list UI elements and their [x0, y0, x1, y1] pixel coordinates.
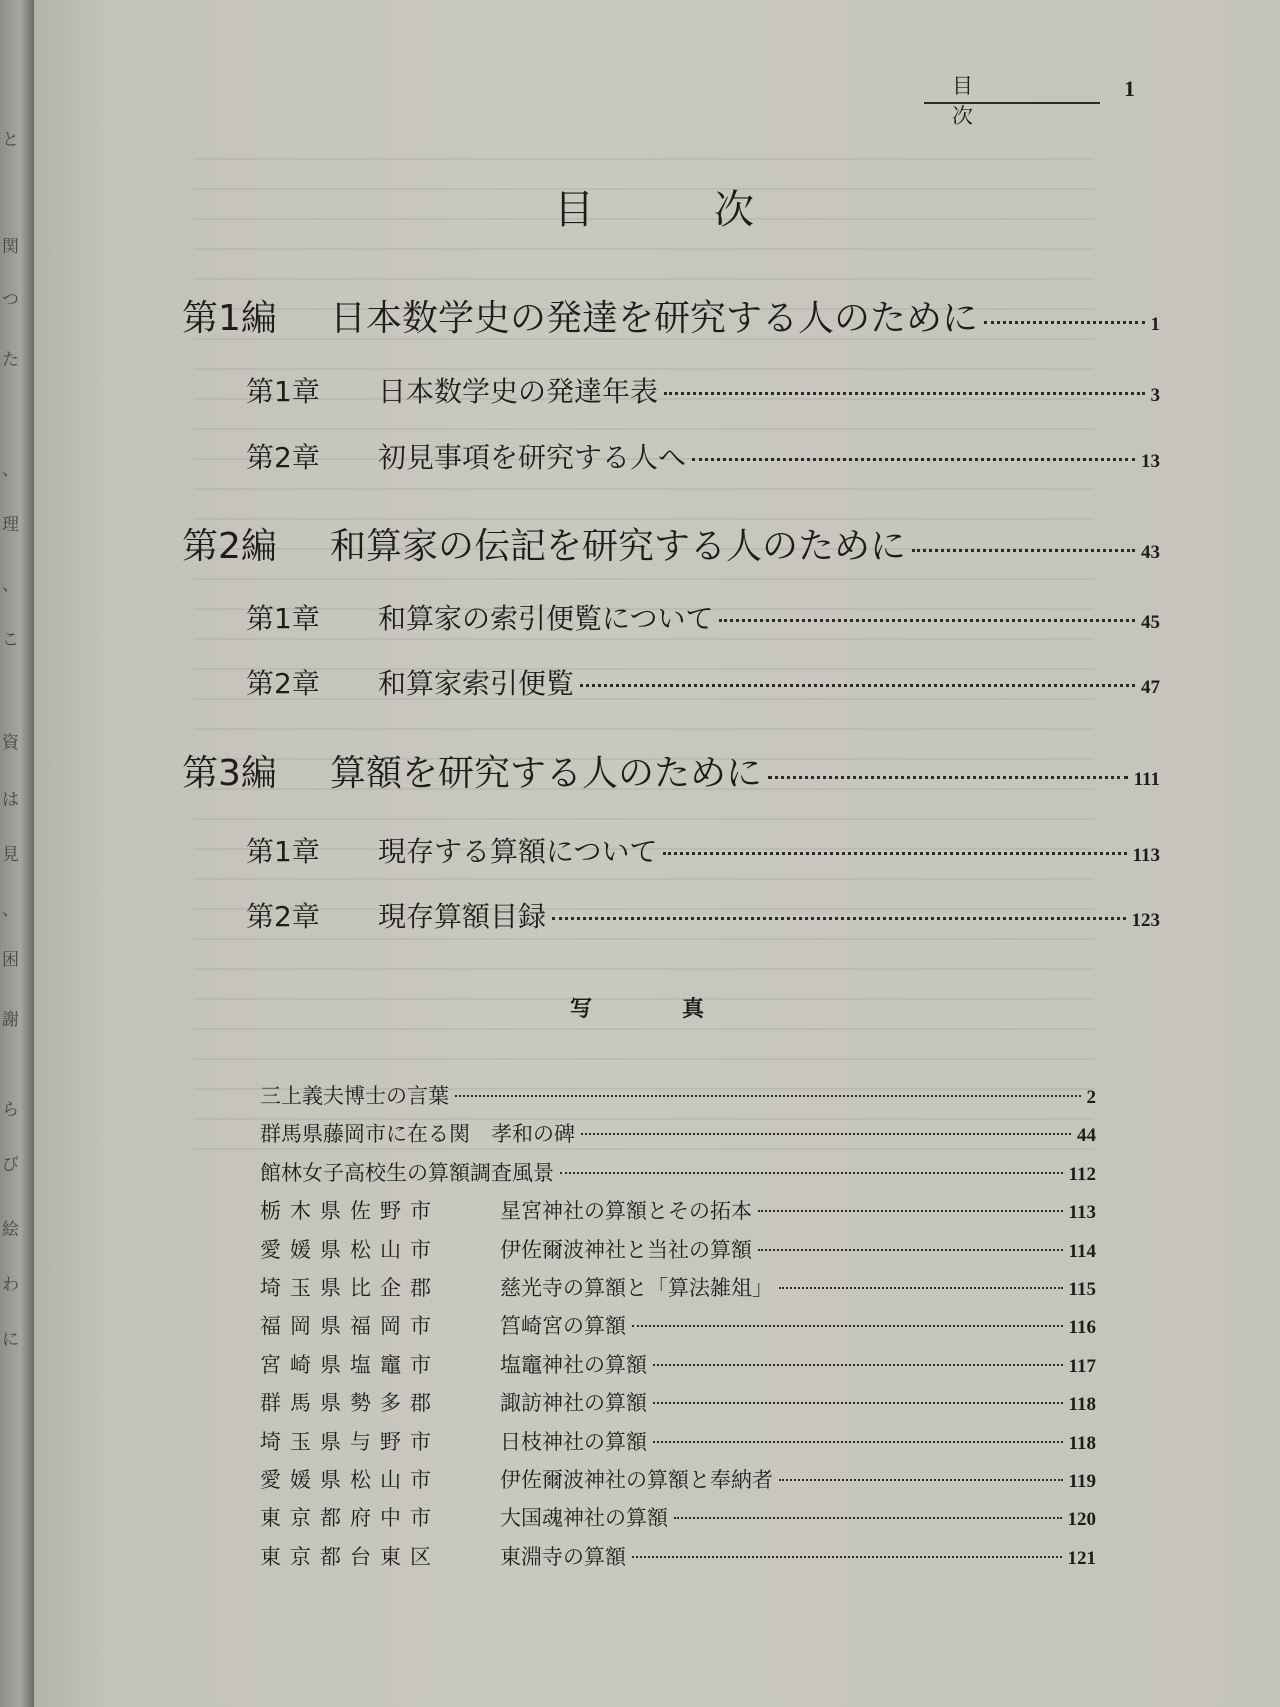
toc-chapter-entry[interactable] [246, 370, 1160, 410]
photo-location: 愛媛県松山市 [260, 1468, 440, 1492]
part-title: 日本数学史の発達を研究する人のために [330, 298, 979, 339]
photo-title: 伊佐爾波神社の算額と奉納者 [500, 1468, 773, 1492]
dot-leader [984, 321, 1144, 324]
facing-page-fragment: は [2, 790, 19, 810]
running-head [924, 70, 1164, 128]
dot-leader [664, 392, 1144, 395]
facing-page-fragment: 絵 [2, 1220, 19, 1240]
chapter-title: 初見事項を研究する人へ [378, 441, 687, 474]
chapter-page-number: 47 [1141, 677, 1160, 698]
photo-title: 群馬県藤岡市に在る関 孝和の碑 [260, 1122, 575, 1147]
facing-page-fragment: 困 [2, 950, 19, 970]
photo-title: 東淵寺の算額 [500, 1544, 626, 1569]
photo-location: 栃木県佐野市 [260, 1199, 440, 1224]
photo-location: 東京都台東区 [260, 1544, 440, 1569]
photo-location: 埼玉県与野市 [260, 1429, 440, 1454]
part-page-number: 111 [1133, 769, 1160, 790]
running-head-page-number: 1 [1124, 76, 1135, 101]
part-number: 第1編 [182, 298, 277, 339]
dot-leader [779, 1479, 1063, 1481]
photo-title: 諏訪神社の算額 [500, 1391, 647, 1416]
photo-title: 館林女子高校生の算額調査風景 [260, 1160, 554, 1185]
chapter-number: 第1章 [246, 602, 320, 635]
photo-entry[interactable] [260, 1234, 1096, 1264]
dot-leader [653, 1441, 1063, 1443]
part-title: 算額を研究する人のために [330, 753, 763, 794]
photo-entry[interactable] [260, 1541, 1096, 1571]
part-page-number: 43 [1141, 542, 1160, 563]
facing-page-fragment: 、 [2, 460, 19, 480]
chapter-number: 第1章 [246, 375, 320, 408]
photo-page-number: 112 [1068, 1163, 1096, 1185]
dot-leader [552, 917, 1125, 920]
toc-chapter-entry[interactable] [246, 830, 1160, 870]
facing-page-fragment: わ [2, 1275, 19, 1295]
photo-entry[interactable] [260, 1118, 1096, 1148]
toc-chapter-entry[interactable] [246, 597, 1160, 637]
photo-title: 筥崎宮の算額 [500, 1314, 626, 1339]
photo-entry[interactable] [260, 1387, 1096, 1417]
toc-chapter-entry[interactable] [246, 895, 1160, 935]
toc-part-entry[interactable] [182, 745, 1160, 796]
photo-page-number: 116 [1068, 1317, 1096, 1339]
photo-page-number: 114 [1068, 1240, 1096, 1262]
photo-entry[interactable] [260, 1464, 1096, 1494]
dot-leader [632, 1556, 1062, 1558]
dot-leader [758, 1210, 1063, 1212]
chapter-page-number: 113 [1132, 845, 1160, 866]
facing-page-fragment: つ [2, 290, 19, 310]
dot-leader [779, 1287, 1063, 1289]
chapter-number: 第1章 [246, 835, 320, 868]
photo-entry[interactable] [260, 1157, 1096, 1187]
facing-page-fragment: 謝 [2, 1010, 19, 1030]
toc-chapter-entry[interactable] [246, 436, 1160, 476]
book-page [34, 0, 1280, 1707]
facing-page-fragment: 関 [2, 237, 19, 257]
facing-page-fragment: 見 [2, 845, 19, 865]
facing-page-fragment: 資 [2, 733, 19, 753]
dot-leader [653, 1364, 1063, 1366]
photo-title: 日枝神社の算額 [500, 1429, 647, 1454]
toc-part-entry[interactable] [182, 518, 1160, 569]
facing-page-fragment: 理 [2, 515, 19, 535]
chapter-title: 和算家の索引便覧について [378, 602, 714, 635]
chapter-page-number: 45 [1141, 612, 1160, 633]
photos-heading: 写真 [570, 997, 795, 1022]
photo-page-number: 115 [1068, 1279, 1096, 1300]
photo-title: 星宮神社の算額とその拓本 [500, 1199, 752, 1224]
photo-title: 塩竈神社の算額 [500, 1352, 647, 1377]
chapter-title: 現存する算額について [378, 835, 658, 868]
chapter-number: 第2章 [246, 900, 320, 933]
photo-title: 三上義夫博士の言葉 [260, 1084, 449, 1108]
photo-location: 東京都府中市 [260, 1506, 440, 1531]
facing-page-fragment: び [2, 1155, 19, 1175]
dot-leader [663, 852, 1126, 855]
facing-page-fragment: 、 [2, 900, 19, 920]
part-number: 第3編 [182, 753, 277, 794]
dot-leader [632, 1325, 1063, 1327]
facing-page-fragment: に [2, 1330, 19, 1350]
chapter-page-number: 3 [1150, 385, 1160, 406]
facing-page-edge [0, 0, 34, 1707]
part-page-number: 1 [1150, 314, 1160, 335]
photo-page-number: 117 [1068, 1355, 1096, 1377]
toc-part-entry[interactable] [182, 290, 1160, 341]
photo-entry[interactable] [260, 1502, 1096, 1532]
photo-page-number: 2 [1086, 1087, 1096, 1108]
facing-page-fragment: ら [2, 1100, 19, 1120]
photo-location: 宮崎県塩竈市 [260, 1352, 440, 1377]
chapter-page-number: 13 [1141, 451, 1160, 472]
toc-chapter-entry[interactable] [246, 662, 1160, 702]
chapter-title: 日本数学史の発達年表 [378, 375, 659, 408]
photo-entry[interactable] [260, 1426, 1096, 1456]
photo-page-number: 44 [1077, 1125, 1096, 1147]
dot-leader [580, 684, 1135, 687]
facing-page-fragment: た [2, 350, 19, 370]
chapter-title: 和算家索引便覧 [378, 667, 575, 700]
photo-entry[interactable] [260, 1272, 1096, 1302]
running-head-title: 目次 [924, 70, 1100, 104]
chapter-number: 第2章 [246, 667, 320, 700]
chapter-number: 第2章 [246, 441, 320, 474]
page-title: 目次 [554, 187, 874, 233]
photo-entry[interactable] [260, 1080, 1096, 1110]
chapter-page-number: 123 [1131, 910, 1160, 931]
part-number: 第2編 [182, 526, 277, 567]
dot-leader [674, 1517, 1062, 1519]
photo-location: 埼玉県比企郡 [260, 1276, 440, 1300]
photo-title: 伊佐爾波神社と当社の算額 [500, 1237, 752, 1262]
photo-entry[interactable] [260, 1349, 1096, 1379]
chapter-title: 現存算額目録 [378, 900, 547, 933]
facing-page-fragment: 、 [2, 575, 19, 595]
dot-leader [455, 1095, 1081, 1097]
dot-leader [581, 1133, 1071, 1135]
photo-page-number: 120 [1067, 1509, 1096, 1531]
facing-page-fragment: と [2, 130, 19, 150]
photo-location: 福岡県福岡市 [260, 1314, 440, 1339]
photo-page-number: 119 [1068, 1471, 1096, 1492]
part-title: 和算家の伝記を研究する人のために [330, 526, 907, 567]
dot-leader [768, 776, 1128, 779]
photo-page-number: 113 [1068, 1202, 1096, 1224]
dot-leader [560, 1172, 1063, 1174]
photo-page-number: 118 [1068, 1394, 1096, 1416]
facing-page-fragment: こ [2, 630, 19, 650]
dot-leader [719, 619, 1135, 622]
photo-location: 愛媛県松山市 [260, 1237, 440, 1262]
dot-leader [653, 1402, 1063, 1404]
dot-leader [692, 458, 1135, 461]
photo-page-number: 121 [1067, 1547, 1096, 1569]
photo-title: 慈光寺の算額と「算法雑俎」 [500, 1276, 773, 1300]
photo-location: 群馬県勢多郡 [260, 1391, 440, 1416]
photo-title: 大国魂神社の算額 [500, 1506, 668, 1531]
photo-entry[interactable] [260, 1195, 1096, 1225]
dot-leader [758, 1249, 1063, 1251]
photo-entry[interactable] [260, 1310, 1096, 1340]
dot-leader [912, 549, 1135, 552]
photo-page-number: 118 [1068, 1432, 1096, 1454]
